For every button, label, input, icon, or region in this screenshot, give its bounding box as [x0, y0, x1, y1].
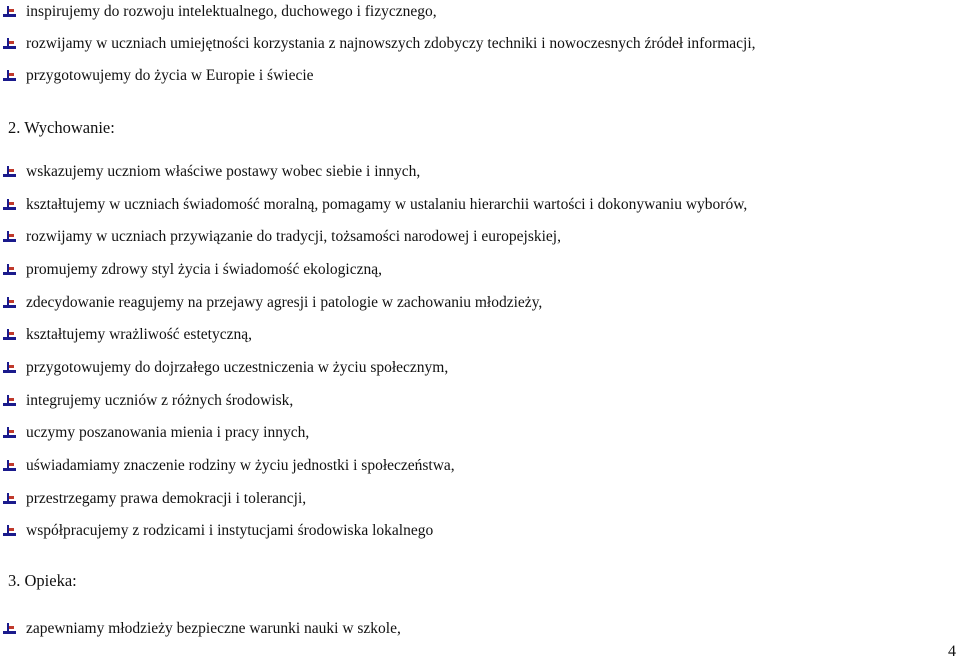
list-item-text: integrujemy uczniów z różnych środowisk,: [26, 392, 294, 409]
list-item-text: kształtujemy w uczniach świadomość moralną, pomagamy w ustalaniu hierarchii wartości i dokonywaniu wyborów,: [26, 196, 748, 213]
bullet-icon: [3, 329, 16, 342]
list-item-text: zapewniamy młodzieży bezpieczne warunki nauki w szkole,: [26, 620, 401, 637]
list-item-text: uczymy poszanowania mienia i pracy innych,: [26, 424, 310, 441]
list-item: [0, 223, 561, 251]
list-item-text: kształtujemy wrażliwość estetyczną,: [26, 326, 252, 343]
bullet-icon: [3, 362, 16, 375]
bullet-icon: [3, 427, 16, 440]
list-item: [0, 256, 382, 284]
list-item: [0, 30, 756, 58]
bullet-icon: [3, 493, 16, 506]
bullet-icon: [3, 264, 16, 277]
bullet-icon: [3, 460, 16, 473]
section-heading-wychowanie: 2. Wychowanie:: [8, 118, 115, 137]
bullet-icon: [3, 297, 16, 310]
bullet-icon: [3, 70, 16, 83]
list-item: [0, 419, 309, 447]
list-item: [0, 387, 293, 415]
list-item: [0, 452, 455, 480]
list-item: [0, 354, 448, 382]
list-item-text: promujemy zdrowy styl życia i świadomość ekologiczną,: [26, 261, 382, 278]
list-item-text: przestrzegamy prawa demokracji i tolerancji,: [26, 490, 307, 507]
list-item-text: przygotowujemy do życia w Europie i świecie: [26, 67, 314, 84]
list-item-text: uświadamiamy znaczenie rodziny w życiu jednostki i społeczeństwa,: [26, 457, 455, 474]
list-item: [0, 615, 401, 643]
bullet-icon: [3, 395, 16, 408]
list-item-text: współpracujemy z rodzicami i instytucjami środowiska lokalnego: [26, 522, 434, 539]
bullet-icon: [3, 623, 16, 636]
bullet-icon: [3, 231, 16, 244]
list-item-text: rozwijamy w uczniach przywiązanie do tradycji, tożsamości narodowej i europejskiej,: [26, 228, 561, 245]
list-item: [0, 485, 306, 513]
list-item: [0, 158, 420, 186]
bullet-icon: [3, 525, 16, 538]
section-heading-opieka: 3. Opieka:: [8, 571, 77, 590]
list-item: [0, 517, 433, 545]
list-item: [0, 0, 437, 26]
list-item-text: inspirujemy do rozwoju intelektualnego, duchowego i fizycznego,: [26, 3, 437, 20]
list-item: [0, 289, 542, 317]
bullet-icon: [3, 6, 16, 19]
list-item: [0, 321, 252, 349]
page-number: 4: [948, 643, 956, 660]
list-item-text: zdecydowanie reagujemy na przejawy agresji i patologie w zachowaniu młodzieży,: [26, 294, 543, 311]
bullet-icon: [3, 166, 16, 179]
list-item-text: wskazujemy uczniom właściwe postawy wobec siebie i innych,: [26, 163, 421, 180]
list-item: [0, 191, 747, 219]
list-item-text: rozwijamy w uczniach umiejętności korzystania z najnowszych zdobyczy techniki i nowoczesnych źródeł informacji,: [26, 35, 756, 52]
list-item-text: przygotowujemy do dojrzałego uczestniczenia w życiu społecznym,: [26, 359, 449, 376]
bullet-icon: [3, 38, 16, 51]
list-item: [0, 62, 314, 90]
bullet-icon: [3, 199, 16, 212]
